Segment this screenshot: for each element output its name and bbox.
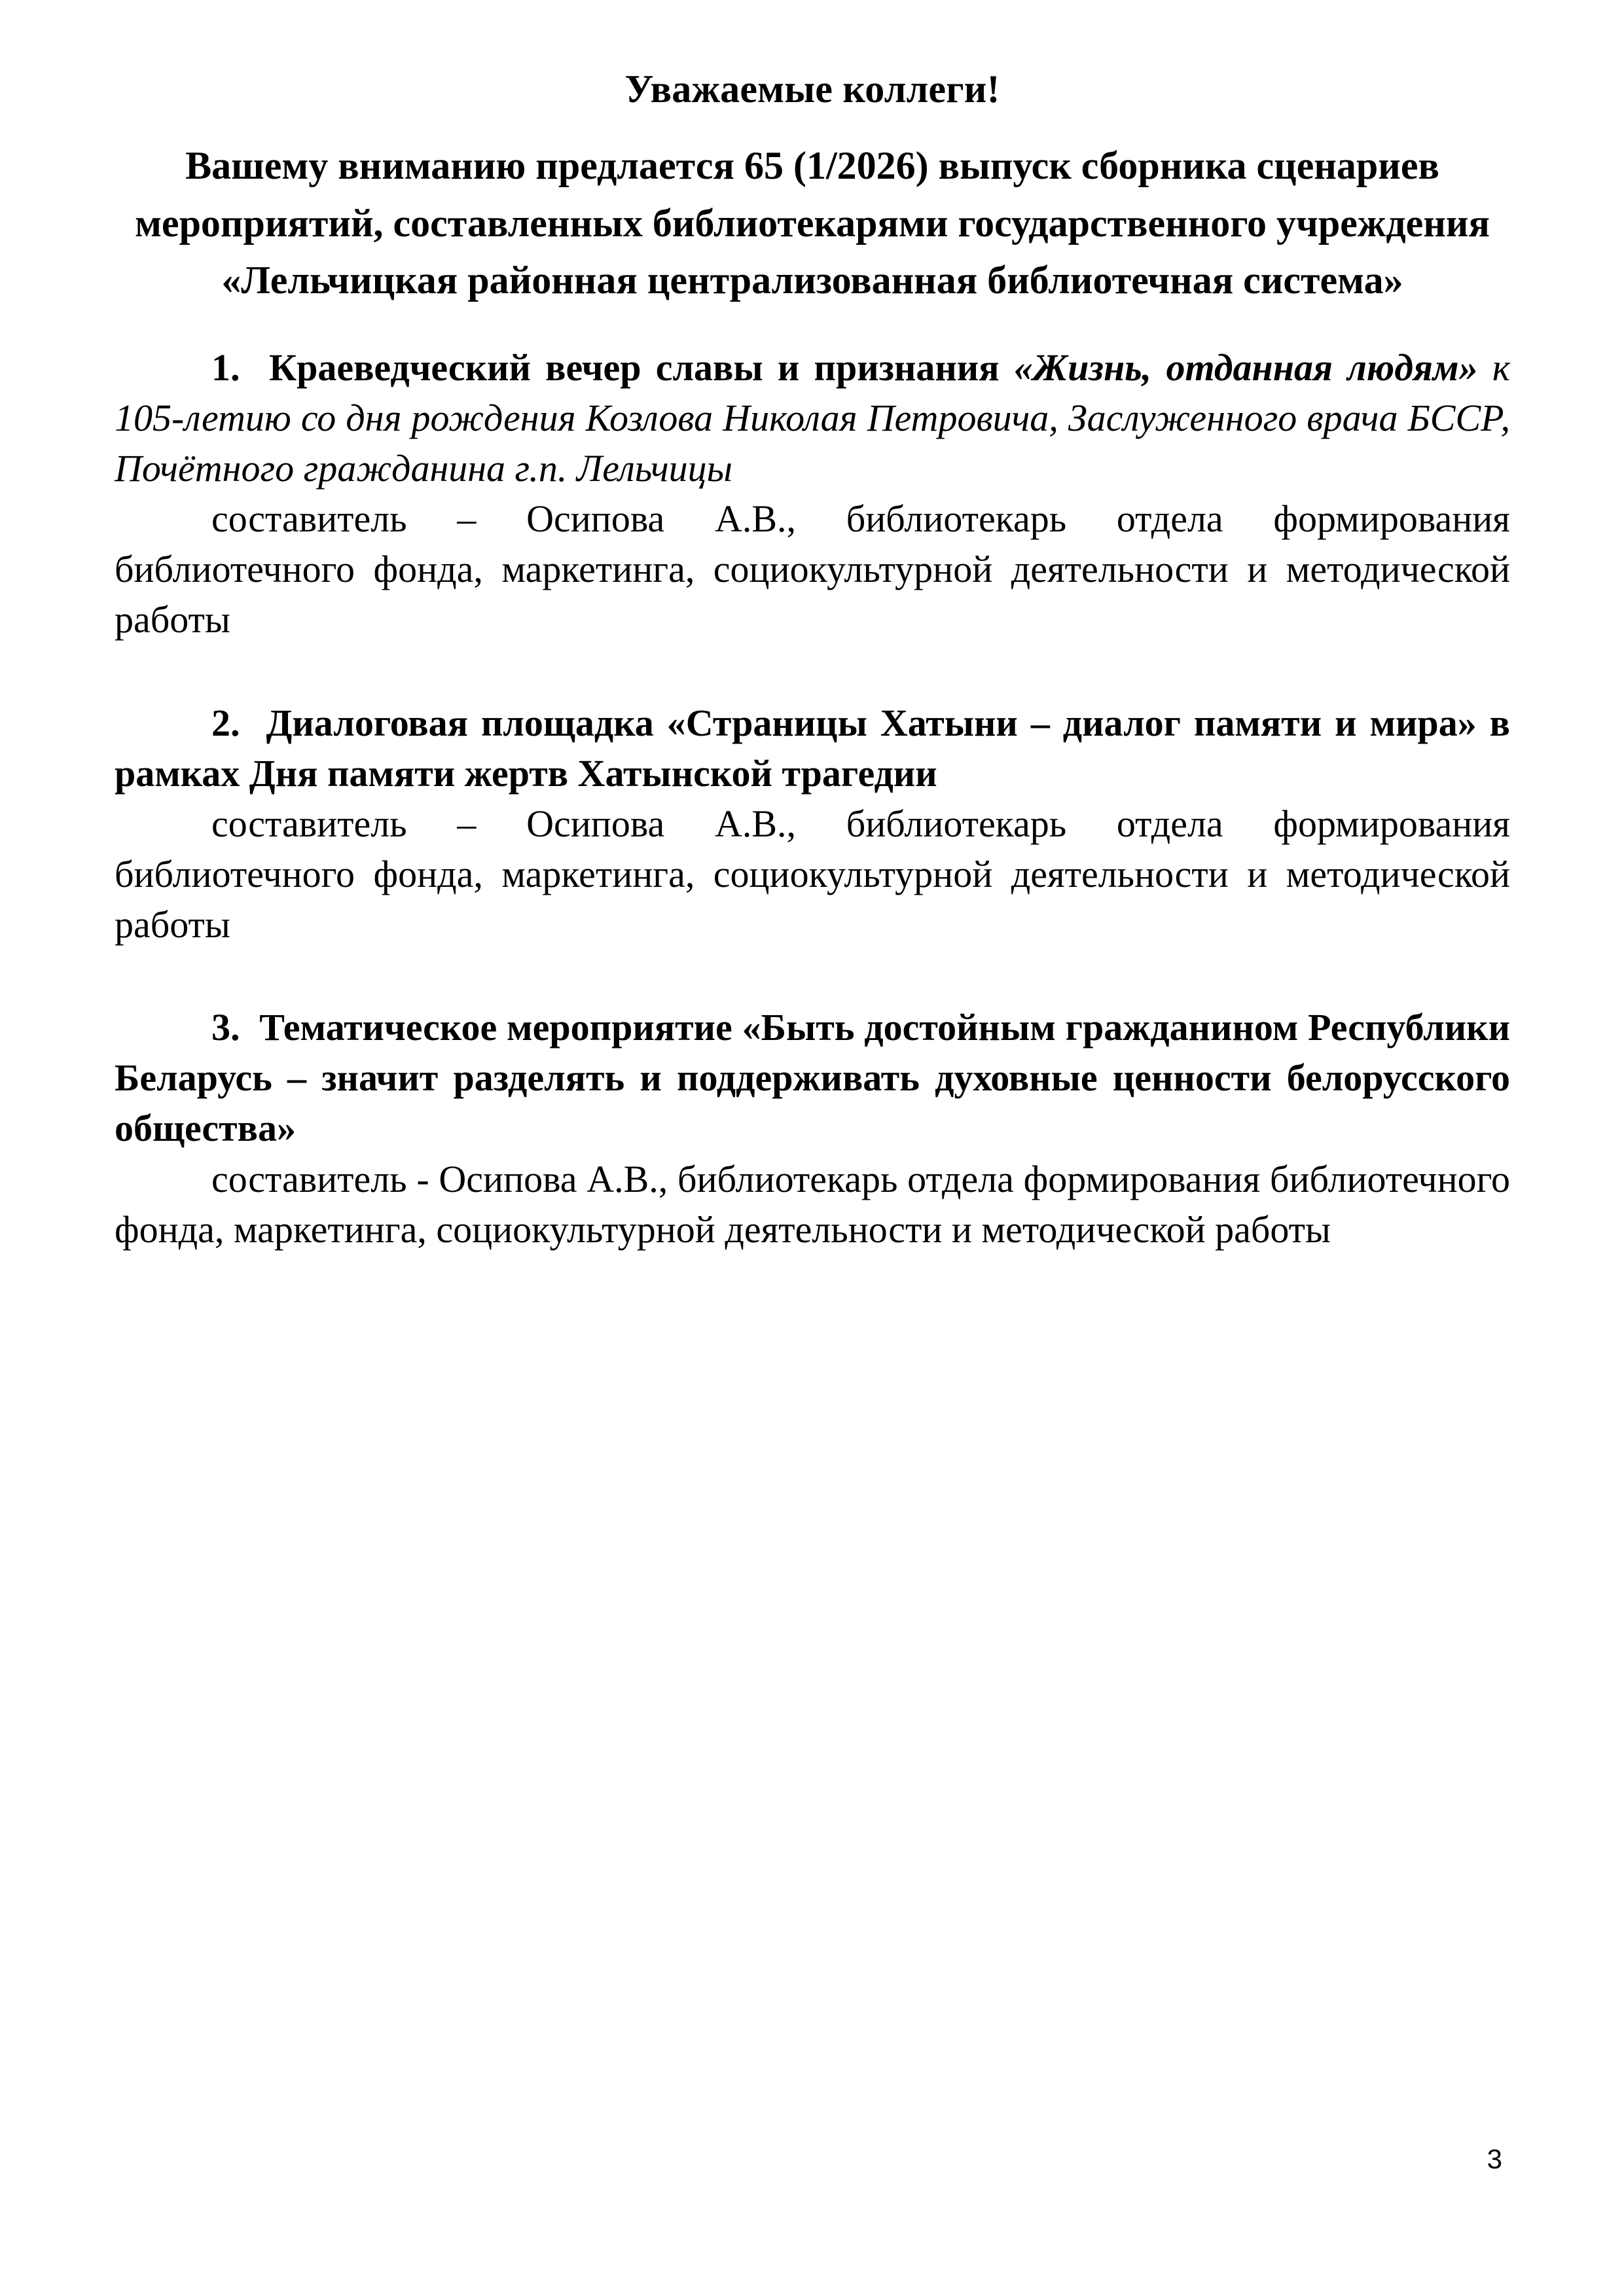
item-2-title-lead: 2. Диалоговая площадка «Страницы Хатыни – диалог памяти и мира» в рамках Дня памяти жертв Хатынской трагедии — [115, 701, 1510, 795]
document-subtitle: Вашему вниманию предлается 65 (1/2026) выпуск сборника сценариев мероприятий, составленных библиотекарями государственного учреждения «Лельчицкая районная централизованная библиотечная система» — [135, 144, 1490, 302]
item-3-compiler: составитель - Осипова А.В., библиотекарь отдела формирования библиотечного фонда, маркетинга, социокультурной деятельности и методической работы — [115, 1157, 1510, 1251]
item-1-title — [115, 342, 1510, 493]
item-2-title — [115, 698, 1510, 798]
page-title: Уважаемые коллеги! — [624, 67, 1000, 111]
page-number: 3 — [1487, 2144, 1502, 2174]
heading-spacer — [115, 310, 1510, 342]
item-1-title-lead: 1. Краеведческий вечер славы и признания — [211, 346, 1014, 389]
item-1-title-tail: к 105-летию со дня рождения Козлова Николая Петровича, Заслуженного врача БССР, Почётного гражданина г.п. Лельчицы — [115, 346, 1510, 490]
item-spacer-1 — [115, 645, 1510, 698]
item-1-title-quote: «Жизнь, отданная людям» — [1013, 346, 1478, 389]
item-3-title-lead: 3. Тематическое мероприятие «Быть достойным гражданином Республики Беларусь – значит разделять и поддерживать духовные ценности белорусского общества» — [115, 1006, 1510, 1150]
item-2-compiler: составитель – Осипова А.В., библиотекарь отдела формирования библиотечного фонда, маркетинга, социокультурной деятельности и методической работы — [115, 802, 1510, 946]
item-3-title — [115, 1002, 1510, 1153]
item-spacer-2 — [115, 950, 1510, 1002]
item-1-compiler: составитель – Осипова А.В., библиотекарь отдела формирования библиотечного фонда, маркетинга, социокультурной деятельности и методической работы — [115, 497, 1510, 641]
document-body — [115, 69, 1510, 1255]
